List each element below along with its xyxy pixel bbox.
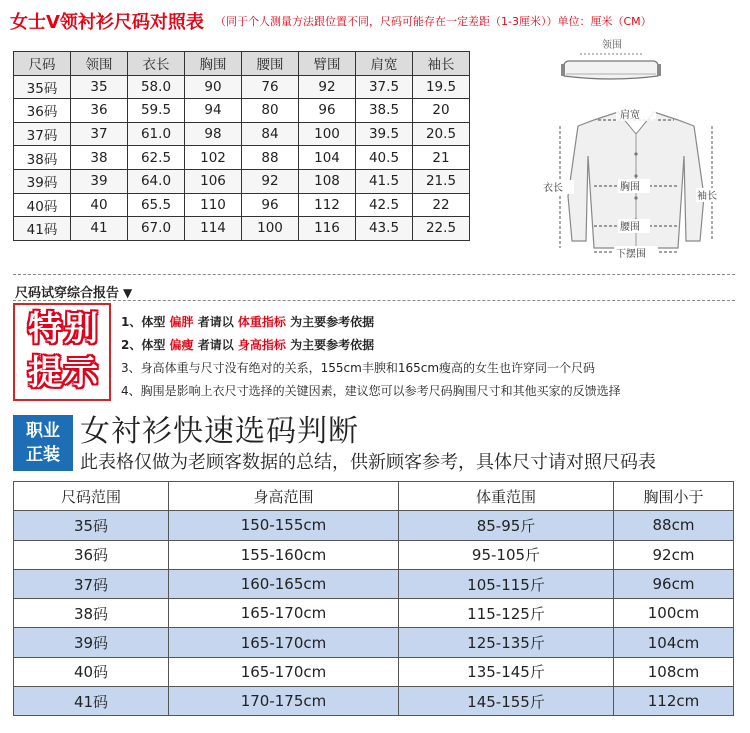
table-cell: 21 <box>413 146 470 170</box>
table-cell: 125-135斤 <box>399 628 614 657</box>
table-cell: 108cm <box>614 657 734 686</box>
table-cell: 110 <box>185 193 242 217</box>
table-row <box>14 657 734 686</box>
table-header-row <box>14 482 734 511</box>
table-cell: 65.5 <box>128 193 185 217</box>
table-cell: 41 <box>71 217 128 241</box>
table-cell: 160-165cm <box>169 569 399 598</box>
page-title: 女士V领衬衫尺码对照表 <box>10 12 204 33</box>
diagram-label-sleeve: 袖长 <box>697 191 717 202</box>
note-item: 1、体型 偏胖 者请以 体重指标 为主要参考依据 <box>121 315 375 329</box>
note-item: 4、胸围是影响上衣尺寸选择的关键因素，建议您可以参考尺码胸围尺寸和其他买家的反馈选择 <box>121 384 621 398</box>
table-cell: 88 <box>242 146 299 170</box>
diagram-label-collar: 领围 <box>602 40 622 51</box>
header <box>10 8 745 36</box>
table-cell: 38码 <box>14 599 169 628</box>
table-cell: 39码 <box>14 628 169 657</box>
table-cell: 96cm <box>614 569 734 598</box>
table-cell: 38码 <box>14 146 71 170</box>
table-cell: 62.5 <box>128 146 185 170</box>
table-cell: 35码 <box>14 511 169 540</box>
table-cell: 100 <box>299 122 356 146</box>
table-row <box>14 599 734 628</box>
quick-select-title: 女衬衫快速选码判断 <box>80 414 359 449</box>
table-cell: 96 <box>299 99 356 123</box>
quick-select-subtitle: 此表格仅做为老顾客数据的总结，供新顾客参考，具体尺寸请对照尺码表 <box>80 452 656 473</box>
table-cell: 100cm <box>614 599 734 628</box>
table-row <box>14 122 470 146</box>
diagram-label-chest: 胸围 <box>620 182 640 193</box>
table-header-cell: 尺码范围 <box>14 482 169 511</box>
table-cell: 88cm <box>614 511 734 540</box>
table-cell: 106 <box>185 169 242 193</box>
table-header-cell: 领围 <box>71 52 128 76</box>
table-cell: 105-115斤 <box>399 569 614 598</box>
special-notice-line: 特别 <box>28 309 100 349</box>
table-cell: 94 <box>185 99 242 123</box>
table-cell: 165-170cm <box>169 599 399 628</box>
table-cell: 41码 <box>14 217 71 241</box>
diagram-label-shoulder: 肩宽 <box>620 110 640 121</box>
table-cell: 58.0 <box>128 75 185 99</box>
table-cell: 61.0 <box>128 122 185 146</box>
table-cell: 165-170cm <box>169 628 399 657</box>
table-cell: 36 <box>71 99 128 123</box>
table-cell: 20.5 <box>413 122 470 146</box>
table-cell: 36码 <box>14 540 169 569</box>
note-item: 2、体型 偏瘦 者请以 身高指标 为主要参考依据 <box>121 338 375 352</box>
table-cell: 40码 <box>14 657 169 686</box>
note-item: 3、身高体重与尺寸没有绝对的关系，155cm丰腴和165cm瘦高的女生也许穿同一个尺码 <box>121 361 596 375</box>
table-cell: 84 <box>242 122 299 146</box>
diagram-label-length: 衣长 <box>543 183 563 194</box>
table-cell: 35码 <box>14 75 71 99</box>
table-cell: 40 <box>71 193 128 217</box>
table-header-cell: 衣长 <box>128 52 185 76</box>
table-cell: 145-155斤 <box>399 687 614 716</box>
table-header-cell: 体重范围 <box>399 482 614 511</box>
table-cell: 90 <box>185 75 242 99</box>
badge-line: 正装 <box>26 445 60 465</box>
report-title: 尺码试穿综合报告 <box>15 286 120 301</box>
table-cell: 95-105斤 <box>399 540 614 569</box>
table-row <box>14 75 470 99</box>
triangle-down-icon: ▼ <box>123 286 133 300</box>
table-cell: 64.0 <box>128 169 185 193</box>
table-cell: 41码 <box>14 687 169 716</box>
table-cell: 98 <box>185 122 242 146</box>
table-cell: 36码 <box>14 99 71 123</box>
table-cell: 155-160cm <box>169 540 399 569</box>
table-cell: 165-170cm <box>169 657 399 686</box>
table-cell: 112cm <box>614 687 734 716</box>
table-row <box>14 99 470 123</box>
table-cell: 59.5 <box>128 99 185 123</box>
table-cell: 92 <box>242 169 299 193</box>
table-cell: 38 <box>71 146 128 170</box>
table-cell: 37码 <box>14 122 71 146</box>
table-cell: 170-175cm <box>169 687 399 716</box>
table-cell: 80 <box>242 99 299 123</box>
table-cell: 21.5 <box>413 169 470 193</box>
table-row <box>14 540 734 569</box>
table-cell: 116 <box>299 217 356 241</box>
diagram-label-waist: 腰围 <box>620 222 640 233</box>
table-row <box>14 217 470 241</box>
table-cell: 108 <box>299 169 356 193</box>
table-cell: 43.5 <box>356 217 413 241</box>
table-cell: 39码 <box>14 169 71 193</box>
table-cell: 38.5 <box>356 99 413 123</box>
table-header-cell: 尺码 <box>14 52 71 76</box>
table-cell: 20 <box>413 99 470 123</box>
table-cell: 37.5 <box>356 75 413 99</box>
diagram-label-hem: 下摆围 <box>616 249 646 260</box>
table-cell: 104 <box>299 146 356 170</box>
table-row <box>14 146 470 170</box>
measurement-note: （同于个人测量方法跟位置不同，尺码可能存在一定差距（1-3厘米））单位：厘米（CM） <box>215 15 652 28</box>
table-cell: 22 <box>413 193 470 217</box>
table-row <box>14 511 734 540</box>
divider <box>13 274 735 275</box>
table-cell: 85-95斤 <box>399 511 614 540</box>
table-cell: 39.5 <box>356 122 413 146</box>
table-cell: 150-155cm <box>169 511 399 540</box>
table-cell: 112 <box>299 193 356 217</box>
table-cell: 37码 <box>14 569 169 598</box>
shirt-illustration <box>542 107 728 260</box>
table-cell: 115-125斤 <box>399 599 614 628</box>
table-cell: 135-145斤 <box>399 657 614 686</box>
quick-select-table <box>13 481 734 716</box>
table-header-cell: 胸围 <box>185 52 242 76</box>
table-cell: 76 <box>242 75 299 99</box>
category-badge <box>13 415 73 471</box>
fit-notes <box>121 313 731 405</box>
table-header-row <box>14 52 470 76</box>
shirt-diagram <box>536 36 746 264</box>
special-notice-line: 提示 <box>28 353 100 393</box>
collar-illustration <box>561 38 661 79</box>
table-header-cell: 臂围 <box>299 52 356 76</box>
table-cell: 92cm <box>614 540 734 569</box>
table-row <box>14 569 734 598</box>
table-cell: 100 <box>242 217 299 241</box>
table-header-cell: 胸围小于 <box>614 482 734 511</box>
report-heading <box>15 282 132 301</box>
table-cell: 19.5 <box>413 75 470 99</box>
table-header-cell: 肩宽 <box>356 52 413 76</box>
table-header-cell: 腰围 <box>242 52 299 76</box>
table-cell: 22.5 <box>413 217 470 241</box>
table-cell: 102 <box>185 146 242 170</box>
table-cell: 114 <box>185 217 242 241</box>
special-notice-badge <box>13 303 111 401</box>
table-cell: 104cm <box>614 628 734 657</box>
table-cell: 67.0 <box>128 217 185 241</box>
table-cell: 35 <box>71 75 128 99</box>
table-row <box>14 169 470 193</box>
table-row <box>14 687 734 716</box>
table-cell: 96 <box>242 193 299 217</box>
table-row <box>14 628 734 657</box>
table-header-cell: 袖长 <box>413 52 470 76</box>
divider <box>13 300 735 301</box>
table-cell: 40码 <box>14 193 71 217</box>
table-row <box>14 193 470 217</box>
table-cell: 41.5 <box>356 169 413 193</box>
badge-line: 职业 <box>26 421 60 441</box>
table-cell: 40.5 <box>356 146 413 170</box>
table-header-cell: 身高范围 <box>169 482 399 511</box>
size-table <box>13 51 470 241</box>
table-cell: 39 <box>71 169 128 193</box>
table-cell: 37 <box>71 122 128 146</box>
table-cell: 42.5 <box>356 193 413 217</box>
table-cell: 92 <box>299 75 356 99</box>
